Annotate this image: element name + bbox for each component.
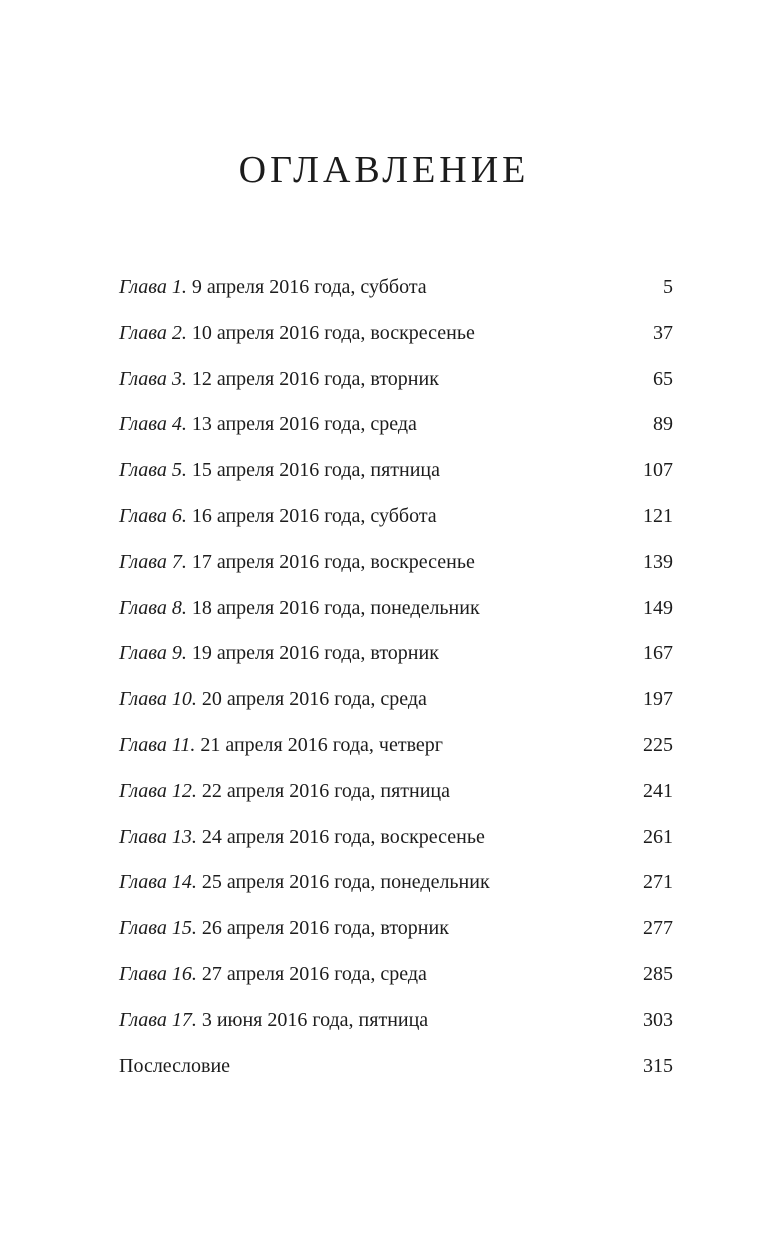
chapter-label: Глава 8. xyxy=(119,596,187,619)
toc-entry-chapter-1[interactable] xyxy=(119,272,673,318)
toc-entry-chapter-6[interactable] xyxy=(119,501,673,547)
page-number: 261 xyxy=(643,825,673,848)
chapter-title: 25 апреля 2016 года, понедельник xyxy=(201,871,490,894)
chapter-label: Глава 2. xyxy=(119,321,187,344)
chapter-title: 27 апреля 2016 года, среда xyxy=(201,962,427,985)
dot-leader xyxy=(440,384,652,385)
chapter-title: 26 апреля 2016 года, вторник xyxy=(201,917,449,940)
chapter-title: 9 апреля 2016 года, суббота xyxy=(191,276,427,298)
dot-leader xyxy=(231,1071,642,1072)
chapter-title: 18 апреля 2016 года, понедельник xyxy=(191,596,480,619)
page-number: 303 xyxy=(643,1008,673,1031)
page-number: 167 xyxy=(643,642,673,665)
toc-entry-chapter-11[interactable] xyxy=(119,730,673,776)
dot-leader xyxy=(418,429,652,430)
dot-leader xyxy=(491,887,642,888)
toc-entry-chapter-17[interactable] xyxy=(119,1005,673,1051)
chapter-title: 17 апреля 2016 года, воскресенье xyxy=(191,550,475,573)
chapter-title: 24 апреля 2016 года, воскресенье xyxy=(201,825,485,848)
page-number: 5 xyxy=(663,276,673,298)
chapter-label: Глава 11. xyxy=(119,733,196,756)
chapter-label: Глава 1. xyxy=(119,276,187,298)
chapter-label: Глава 6. xyxy=(119,504,187,527)
dot-leader xyxy=(428,704,642,705)
chapter-label: Глава 5. xyxy=(119,459,187,482)
toc-entry-chapter-2[interactable] xyxy=(119,318,673,364)
toc-entry-chapter-16[interactable] xyxy=(119,959,673,1005)
page-number: 107 xyxy=(643,459,673,482)
toc-entry-afterword[interactable] xyxy=(119,1051,673,1097)
toc-entry-chapter-10[interactable] xyxy=(119,684,673,730)
chapter-label: Глава 16. xyxy=(119,962,197,985)
toc-entry-chapter-8[interactable] xyxy=(119,593,673,639)
page-number: 315 xyxy=(643,1054,673,1077)
toc-entry-chapter-5[interactable] xyxy=(119,455,673,501)
page-number: 149 xyxy=(643,596,673,619)
chapter-label: Глава 13. xyxy=(119,825,197,848)
chapter-title: 15 апреля 2016 года, пятница xyxy=(191,459,441,482)
chapter-label: Глава 4. xyxy=(119,413,187,436)
dot-leader xyxy=(451,796,642,797)
chapter-title: 13 апреля 2016 года, среда xyxy=(191,413,417,436)
dot-leader xyxy=(428,979,642,980)
chapter-label: Глава 7. xyxy=(119,550,187,573)
toc-entry-chapter-7[interactable] xyxy=(119,547,673,593)
page-number: 271 xyxy=(643,871,673,894)
chapter-label: Глава 12. xyxy=(119,779,197,802)
dot-leader xyxy=(440,658,642,659)
dot-leader xyxy=(476,567,642,568)
chapter-title: 19 апреля 2016 года, вторник xyxy=(191,642,439,665)
toc-entry-chapter-4[interactable] xyxy=(119,409,673,455)
chapter-title: 3 июня 2016 года, пятница xyxy=(201,1008,429,1031)
page-number: 197 xyxy=(643,688,673,711)
page-number: 139 xyxy=(643,550,673,573)
page-number: 225 xyxy=(643,733,673,756)
page-number: 89 xyxy=(653,413,673,436)
toc-entry-chapter-13[interactable] xyxy=(119,822,673,868)
chapter-title: 22 апреля 2016 года, пятница xyxy=(201,779,451,802)
toc-entry-chapter-3[interactable] xyxy=(119,364,673,410)
dot-leader xyxy=(441,475,642,476)
toc-entry-chapter-15[interactable] xyxy=(119,913,673,959)
chapter-title: 20 апреля 2016 года, среда xyxy=(201,688,427,711)
dot-leader xyxy=(476,338,652,339)
chapter-title: 21 апреля 2016 года, четверг xyxy=(200,733,443,756)
page-number: 37 xyxy=(653,321,673,344)
chapter-label: Глава 9. xyxy=(119,642,187,665)
toc-entry-chapter-12[interactable] xyxy=(119,776,673,822)
page-number: 241 xyxy=(643,779,673,802)
dot-leader xyxy=(450,933,642,934)
page-title: ОГЛАВЛЕНИЕ xyxy=(238,149,530,191)
chapter-title: 16 апреля 2016 года, суббота xyxy=(191,504,437,527)
toc-entry-chapter-9[interactable] xyxy=(119,638,673,684)
page-number: 285 xyxy=(643,962,673,985)
dot-leader xyxy=(429,1025,642,1026)
chapter-label: Глава 14. xyxy=(119,871,197,894)
afterword-title: Послесловие xyxy=(119,1054,231,1077)
chapter-label: Глава 15. xyxy=(119,917,197,940)
dot-leader xyxy=(486,842,642,843)
dot-leader xyxy=(438,521,642,522)
chapter-label: Глава 10. xyxy=(119,688,197,711)
table-of-contents xyxy=(119,272,673,1096)
dot-leader xyxy=(428,292,662,293)
chapter-title: 12 апреля 2016 года, вторник xyxy=(191,367,439,390)
dot-leader xyxy=(481,613,642,614)
chapter-title: 10 апреля 2016 года, воскресенье xyxy=(191,321,475,344)
page-number: 277 xyxy=(643,917,673,940)
page-number: 65 xyxy=(653,367,673,390)
chapter-label: Глава 3. xyxy=(119,367,187,390)
chapter-label: Глава 17. xyxy=(119,1008,197,1031)
dot-leader xyxy=(444,750,642,751)
toc-entry-chapter-14[interactable] xyxy=(119,867,673,913)
page-number: 121 xyxy=(643,504,673,527)
